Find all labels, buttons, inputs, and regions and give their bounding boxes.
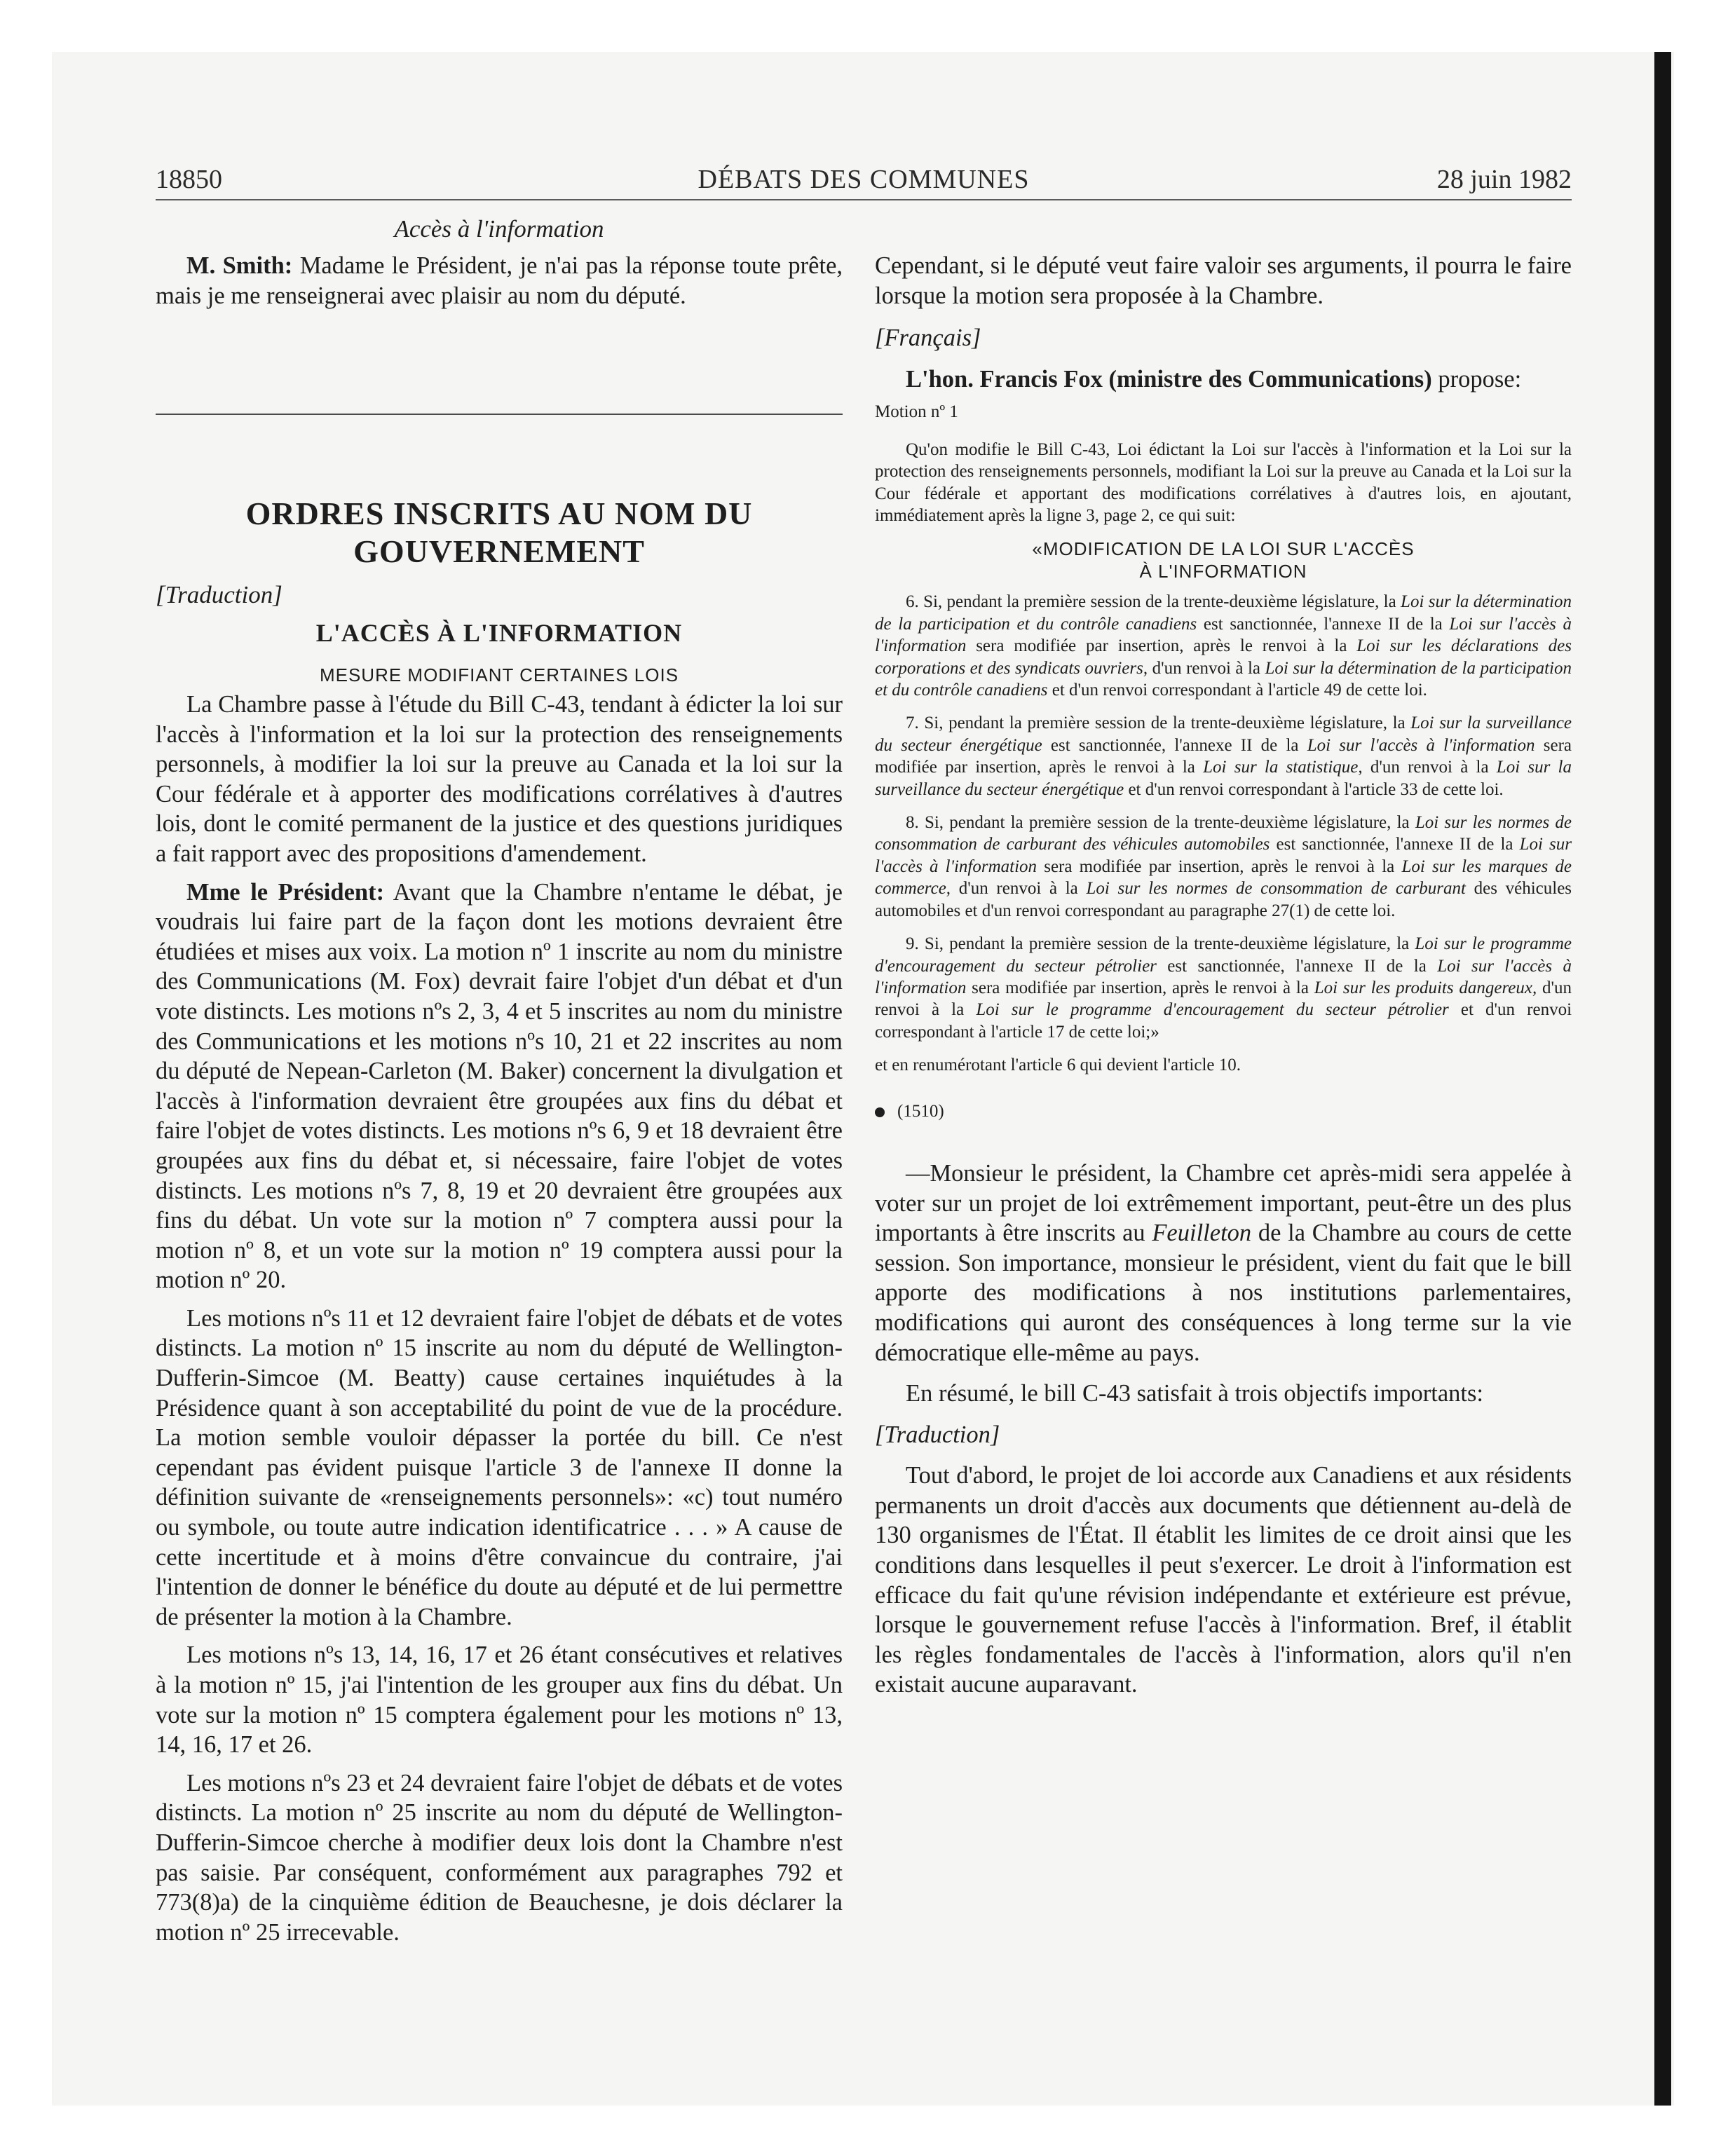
scan-edge-bar <box>1654 52 1671 2106</box>
objectives-paragraph: Tout d'abord, le projet de loi accorde aux Canadiens et aux résidents permanents un droit d'accès aux documents que détiennent au-delà de 130 organismes de l'État. Il établit les limites de ce droit ainsi que les conditions dans lesquelles il peut s'exercer. Le droit à l'information est efficace du fait qu'une révision indépendante et extérieure est prévue, lorsque le gouvernement refuse l'accès à l'information. Bref, il établit les règles fondamentales de l'accès à l'information, alors qu'il n'en existait aucune auparavant. <box>875 1462 1572 1698</box>
section-title <box>156 495 843 571</box>
section-title-line-1: ORDRES INSCRITS AU NOM DU <box>245 496 753 531</box>
header-rule <box>156 199 1572 200</box>
section-rule <box>156 414 843 415</box>
clause-7-act-b: Loi sur l'accès à l'information <box>1307 735 1535 755</box>
journal-title: DÉBATS DES COMMUNES <box>698 165 1030 194</box>
clause-9-act-d: Loi sur le programme d'encouragement du secteur pétrolier <box>976 1000 1449 1020</box>
fox-verb: propose: <box>1438 365 1522 393</box>
clause-8 <box>875 812 1572 922</box>
francais-tag: [Français] <box>875 325 981 352</box>
clause-8-text-e: des véhicules automobiles et d'un renvoi correspondant au paragraphe 27(1) de cette loi. <box>875 879 1572 920</box>
clause-7-text-c: sera modifiée par insertion, après le renvoi à la <box>875 735 1572 777</box>
cependant-paragraph: Cependant, si le député veut faire valoir ses arguments, il pourra le faire lorsque la motion sera proposée à la Chambre. <box>875 252 1572 309</box>
clause-6-text-c: sera modifiée par insertion, après le renvoi à la <box>976 636 1347 656</box>
clause-7-act-a: Loi sur la surveillance du secteur énergétique <box>875 714 1572 755</box>
fox-speaker: L'hon. Francis Fox (ministre des Communications) <box>906 365 1432 393</box>
bullet-icon <box>875 1107 885 1117</box>
motions-paragraph-2: Les motions nºs 11 et 12 devraient faire l'objet de débats et de votes distincts. La motion nº 15 inscrite au nom du député de Wellington-Dufferin-Simcoe (M. Beatty) cause certaines inquiétudes à la Présidence quant à son acceptabilité du point de vue de la procédure. La motion semble vouloir dépasser la portée du bill. Ce n'est cependant pas évident puisque l'article 3 de l'annexe II donne la définition suivante de «renseignements personnels»: «c) tout numéro ou symbole, ou toute autre indication identificatrice . . . » A cause de cette incertitude et à moins d'être convaincue du contraire, j'ai l'intention de donner le bénéfice du doute au député et de lui permettre de présenter la motion à la Chambre. <box>156 1304 843 1630</box>
clause-7-text-b: est sanctionnée, l'annexe II de la <box>1050 735 1299 755</box>
clause-7 <box>875 712 1572 800</box>
section-title-line-2: GOUVERNEMENT <box>353 533 645 569</box>
amendment-heading-line-1: «MODIFICATION DE LA LOI SUR L'ACCÈS <box>1032 538 1415 560</box>
clause-7-text-a: 7. Si, pendant la première session de la trente-deuxième législature, la <box>906 714 1406 733</box>
topic-heading: Accès à l'information <box>394 215 604 243</box>
renumber-line: et en renumérotant l'article 6 qui devient l'article 10. <box>875 1056 1241 1075</box>
clause-6 <box>875 591 1572 701</box>
motion-text: Qu'on modifie le Bill C-43, Loi édictant la Loi sur l'accès à l'information et la Loi sur la protection des renseignements personnels, modifiant la Loi sur la preuve au Canada et la Loi sur la Cour fédérale et apportant des modifications corrélatives à d'autres lois, en ajoutant, immédiatement après la ligne 3, page 2, ce qui suit: <box>875 439 1572 525</box>
right-body <box>875 251 1572 1700</box>
smith-text: Madame le Président, je n'ai pas la réponse toute prête, mais je me renseignerai avec plaisir au nom du député. <box>156 252 843 309</box>
subject-heading: L'ACCÈS À L'INFORMATION <box>315 619 683 647</box>
clause-6-act-c: Loi sur les déclarations des corporations et des syndicats ouvriers, <box>875 636 1572 678</box>
clause-9-text-e: et d'un renvoi correspondant à l'article 17 de cette loi;» <box>875 1000 1572 1042</box>
clause-7-text-e: et d'un renvoi correspondant à l'article 33 de cette loi. <box>1128 779 1504 799</box>
traduction-tag-right: [Traduction] <box>875 1421 1000 1448</box>
clause-9-text-c: sera modifiée par insertion, après le renvoi à la <box>972 978 1309 997</box>
clause-8-act-c: Loi sur les marques de commerce, <box>875 857 1572 899</box>
fox-speech-text-b: de la Chambre au cours de cette session. Son importance, monsieur le président, vient du fait que le bill apporte des modifications à nos institutions parlementaires, modifications qui auront des conséquences à long terme sur la vie démocratique elle-même au pays. <box>875 1220 1572 1366</box>
feuilleton-title: Feuilleton <box>1152 1220 1252 1247</box>
clause-9-text-d: d'un renvoi à la <box>875 978 1572 1020</box>
clause-7-act-c: Loi sur la statistique, <box>1203 758 1363 777</box>
clause-8-act-b: Loi sur l'accès à l'information <box>875 835 1572 876</box>
clause-8-act-a: Loi sur les normes de consommation de carburant des véhicules automobiles <box>875 813 1572 854</box>
motion-label: Motion nº 1 <box>875 402 958 422</box>
clause-9-act-a: Loi sur le programme d'encouragement du secteur pétrolier <box>875 934 1572 976</box>
president-paragraph <box>156 878 843 1295</box>
clause-6-text-a: 6. Si, pendant la première session de la trente-deuxième législature, la <box>906 592 1396 612</box>
amendment-heading <box>875 538 1572 582</box>
clause-6-text-b: est sanctionnée, l'annexe II de la <box>1203 614 1443 634</box>
clause-8-act-d: Loi sur les normes de consommation de carburant <box>1086 879 1466 899</box>
motions-paragraph-3: Les motions nºs 13, 14, 16, 17 et 26 étant consécutives et relatives à la motion nº 15, j'ai l'intention de les grouper aux fins du débat. Un vote sur la motion nº 15 comptera également pour les motions nº 13, 14, 16, 17 et 26. <box>156 1642 843 1759</box>
clause-8-text-b: est sanctionnée, l'annexe II de la <box>1276 835 1513 854</box>
clause-8-text-d: d'un renvoi à la <box>958 879 1078 899</box>
clause-8-text-a: 8. Si, pendant la première session de la trente-deuxième législature, la <box>906 813 1410 833</box>
clause-6-text-e: et d'un renvoi correspondant à l'article 49 de cette loi. <box>1052 681 1427 700</box>
clause-9-text-b: est sanctionnée, l'annexe II de la <box>1167 956 1427 976</box>
clause-6-text-d: d'un renvoi à la <box>1152 658 1261 678</box>
president-speaker: Mme le Président: <box>186 878 385 906</box>
clause-6-act-b: Loi sur l'accès à l'information <box>875 614 1572 656</box>
measure-heading: MESURE MODIFIANT CERTAINES LOIS <box>319 664 679 685</box>
bill-paragraph: La Chambre passe à l'étude du Bill C-43, tendant à édicter la loi sur l'accès à l'information et la loi sur la protection des renseignements personnels, à modifier la loi sur la preuve au Canada et la loi sur la Cour fédérale et à apporter des modifications corrélatives à d'autres lois, dont le comité permanent de la justice et des questions juridiques a fait rapport avec des propositions d'amendement. <box>156 691 843 867</box>
fox-speech-text-a: —Monsieur le président, la Chambre cet après-midi sera appelée à voter sur un projet de loi extrêmement important, peut-être un des plus importants à être inscrits au <box>875 1159 1572 1247</box>
page-number: 18850 <box>156 165 222 194</box>
clause-7-act-d: Loi sur la surveillance du secteur énergétique <box>875 758 1572 799</box>
smith-speaker: M. Smith: <box>186 252 293 279</box>
traduction-tag: [Traduction] <box>156 581 283 608</box>
page-header <box>156 161 1572 198</box>
clause-9-text-a: 9. Si, pendant la première session de la trente-deuxième législature, la <box>906 934 1410 954</box>
time-mark: (1510) <box>897 1101 944 1121</box>
clause-9 <box>875 933 1572 1043</box>
clause-9-act-b: Loi sur l'accès à l'information <box>875 956 1572 997</box>
fox-speech-paragraph <box>875 1159 1572 1367</box>
clause-9-act-c: Loi sur les produits dangereux, <box>1314 978 1537 997</box>
clause-8-text-c: sera modifiée par insertion, après le renvoi à la <box>1044 857 1395 876</box>
summary-paragraph: En résumé, le bill C-43 satisfait à trois objectifs importants: <box>906 1380 1484 1407</box>
fox-paragraph <box>875 364 1572 395</box>
motions-paragraph-4: Les motions nºs 23 et 24 devraient faire l'objet de débats et de votes distincts. La motion nº 25 inscrite au nom du député de Wellington-Dufferin-Simcoe cherche à modifier deux lois dont la Chambre n'est pas saisie. Par conséquent, conformément aux paragraphes 792 et 773(8)a) de la cinquième édition de Beauchesne, je dois déclarer la motion nº 25 irrecevable. <box>156 1769 843 1946</box>
president-text: Avant que la Chambre n'entame le débat, je voudrais lui faire part de la façon dont les motions devraient être étudiées et mises aux voix. La motion nº 1 inscrite au nom du ministre des Communications (M. Fox) devrait faire l'objet d'un débat et d'un vote distincts. Les motions nºs 2, 3, 4 et 5 inscrites au nom du ministre des Communications et les motions nºs 10, 21 et 22 inscrites au nom du député de Nepean-Carleton (M. Baker) concernent la divulgation et l'accès à l'information devraient être groupées aux fins du débat et faire l'objet de votes distincts. Les motions nºs 6, 9 et 18 devraient être groupées aux fins du débat et, si nécessaire, faire l'objet de votes distincts. Les motions nºs 7, 8, 19 et 20 devraient être groupées aux fins du débat. Un vote sur la motion nº 7 comptera aussi pour la motion nº 8, et un vote sur la motion nº 19 comptera aussi pour la motion nº 20. <box>156 878 843 1294</box>
clause-6-act-d: Loi sur la détermination de la participation et du contrôle canadiens <box>875 658 1572 700</box>
amendment-heading-line-2: À L'INFORMATION <box>1139 561 1307 582</box>
smith-paragraph <box>156 251 843 311</box>
left-body <box>156 690 843 1947</box>
page-date: 28 juin 1982 <box>1436 165 1572 194</box>
time-marker <box>875 1100 1572 1122</box>
clause-6-act-a: Loi sur la détermination de la participation et du contrôle canadiens <box>875 592 1572 634</box>
clause-7-text-d: d'un renvoi à la <box>1370 758 1489 777</box>
